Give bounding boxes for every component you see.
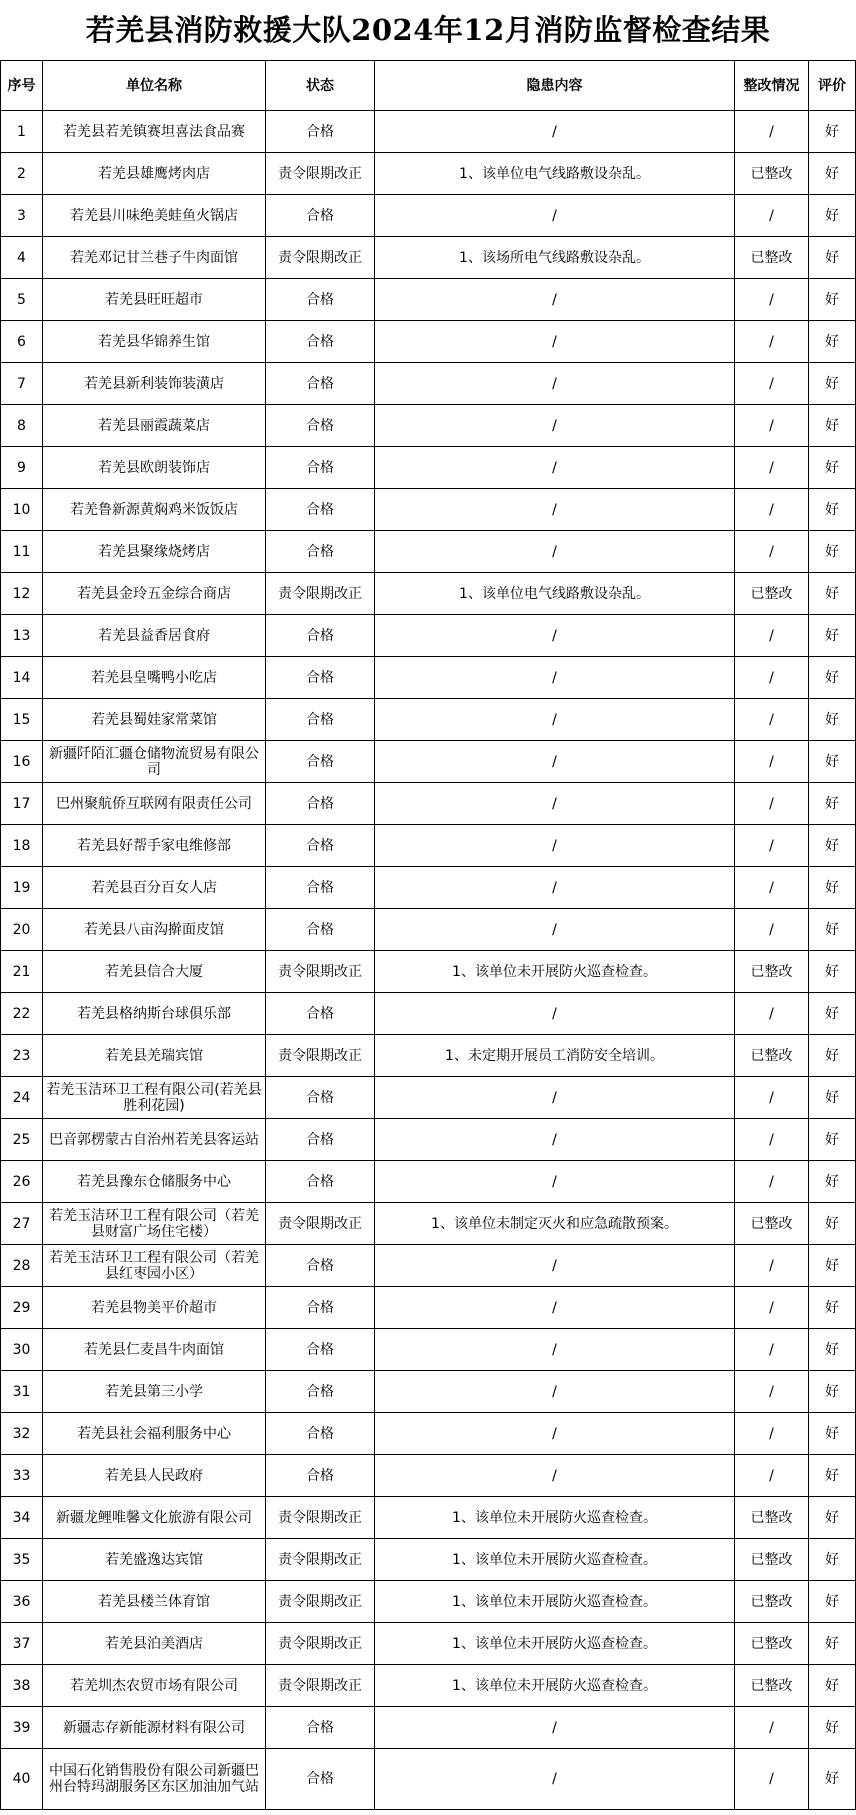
cell-hazard: / <box>375 531 735 573</box>
cell-num: 4 <box>1 237 43 279</box>
cell-hazard: / <box>375 1455 735 1497</box>
cell-hazard: / <box>375 1371 735 1413</box>
table-row <box>1 489 856 531</box>
cell-num: 38 <box>1 1665 43 1707</box>
cell-eval: 好 <box>809 1497 856 1539</box>
cell-status: 合格 <box>266 447 375 489</box>
table-row <box>1 1077 856 1119</box>
cell-status: 合格 <box>266 1413 375 1455</box>
cell-status: 合格 <box>266 993 375 1035</box>
cell-fix: / <box>735 1413 809 1455</box>
cell-name: 若羌县益香居食府 <box>43 615 266 657</box>
cell-num: 36 <box>1 1581 43 1623</box>
inspection-results-table <box>0 60 856 1810</box>
cell-name: 若羌邓记甘兰巷子牛肉面馆 <box>43 237 266 279</box>
cell-status: 合格 <box>266 825 375 867</box>
cell-eval: 好 <box>809 741 856 783</box>
cell-hazard: 1、该单位未开展防火巡查检查。 <box>375 1497 735 1539</box>
cell-fix: / <box>735 825 809 867</box>
table-row <box>1 321 856 363</box>
cell-hazard: / <box>375 993 735 1035</box>
table-header-row <box>1 61 856 111</box>
cell-status: 合格 <box>266 783 375 825</box>
cell-fix: / <box>735 489 809 531</box>
cell-name: 若羌县欧朗装饰店 <box>43 447 266 489</box>
cell-num: 27 <box>1 1203 43 1245</box>
cell-status: 合格 <box>266 195 375 237</box>
cell-status: 合格 <box>266 279 375 321</box>
cell-num: 2 <box>1 153 43 195</box>
cell-eval: 好 <box>809 1455 856 1497</box>
cell-status: 合格 <box>266 1161 375 1203</box>
cell-name: 若羌鲁新源黄焖鸡米饭饭店 <box>43 489 266 531</box>
cell-fix: / <box>735 1329 809 1371</box>
table-row <box>1 867 856 909</box>
cell-hazard: / <box>375 1119 735 1161</box>
cell-status: 合格 <box>266 615 375 657</box>
cell-name: 若羌县人民政府 <box>43 1455 266 1497</box>
cell-eval: 好 <box>809 237 856 279</box>
cell-eval: 好 <box>809 615 856 657</box>
cell-num: 32 <box>1 1413 43 1455</box>
cell-num: 25 <box>1 1119 43 1161</box>
cell-name: 若羌盛逸达宾馆 <box>43 1539 266 1581</box>
cell-fix: 已整改 <box>735 1623 809 1665</box>
cell-num: 28 <box>1 1245 43 1287</box>
cell-name: 若羌县金玲五金综合商店 <box>43 573 266 615</box>
cell-eval: 好 <box>809 1161 856 1203</box>
table-row <box>1 993 856 1035</box>
cell-eval: 好 <box>809 1581 856 1623</box>
cell-eval: 好 <box>809 1077 856 1119</box>
cell-hazard: 1、该单位未开展防火巡查检查。 <box>375 1539 735 1581</box>
header-eval: 评价 <box>809 61 856 111</box>
cell-eval: 好 <box>809 1287 856 1329</box>
cell-status: 合格 <box>266 1371 375 1413</box>
cell-name: 若羌县物美平价超市 <box>43 1287 266 1329</box>
cell-name: 若羌玉洁环卫工程有限公司（若羌县财富广场住宅楼） <box>43 1203 266 1245</box>
table-row <box>1 1371 856 1413</box>
cell-status: 责令限期改正 <box>266 1665 375 1707</box>
cell-status: 责令限期改正 <box>266 951 375 993</box>
cell-eval: 好 <box>809 489 856 531</box>
cell-status: 合格 <box>266 1119 375 1161</box>
cell-num: 11 <box>1 531 43 573</box>
cell-eval: 好 <box>809 1035 856 1077</box>
cell-name: 若羌县聚缘烧烤店 <box>43 531 266 573</box>
table-row <box>1 363 856 405</box>
cell-hazard: / <box>375 1749 735 1810</box>
cell-eval: 好 <box>809 1413 856 1455</box>
table-row <box>1 783 856 825</box>
table-row <box>1 1329 856 1371</box>
cell-fix: / <box>735 363 809 405</box>
table-row <box>1 405 856 447</box>
cell-eval: 好 <box>809 1539 856 1581</box>
cell-hazard: 1、该场所电气线路敷设杂乱。 <box>375 237 735 279</box>
cell-num: 3 <box>1 195 43 237</box>
header-num: 序号 <box>1 61 43 111</box>
cell-name: 若羌县第三小学 <box>43 1371 266 1413</box>
table-row <box>1 1203 856 1245</box>
table-row <box>1 1287 856 1329</box>
cell-status: 责令限期改正 <box>266 1035 375 1077</box>
cell-fix: 已整改 <box>735 573 809 615</box>
cell-num: 33 <box>1 1455 43 1497</box>
cell-status: 合格 <box>266 741 375 783</box>
header-hazard: 隐患内容 <box>375 61 735 111</box>
header-fix: 整改情况 <box>735 61 809 111</box>
cell-status: 合格 <box>266 531 375 573</box>
table-row <box>1 531 856 573</box>
cell-eval: 好 <box>809 1203 856 1245</box>
cell-fix: / <box>735 1707 809 1749</box>
cell-num: 26 <box>1 1161 43 1203</box>
cell-fix: / <box>735 1161 809 1203</box>
cell-fix: / <box>735 699 809 741</box>
cell-name: 巴音郭楞蒙古自治州若羌县客运站 <box>43 1119 266 1161</box>
cell-status: 合格 <box>266 1287 375 1329</box>
cell-hazard: / <box>375 657 735 699</box>
cell-num: 5 <box>1 279 43 321</box>
cell-eval: 好 <box>809 1707 856 1749</box>
cell-eval: 好 <box>809 1749 856 1810</box>
cell-fix: / <box>735 279 809 321</box>
cell-fix: 已整改 <box>735 237 809 279</box>
cell-name: 若羌县仁麦昌牛肉面馆 <box>43 1329 266 1371</box>
cell-num: 6 <box>1 321 43 363</box>
cell-name: 若羌县华锦养生馆 <box>43 321 266 363</box>
cell-num: 37 <box>1 1623 43 1665</box>
cell-eval: 好 <box>809 909 856 951</box>
table-row <box>1 237 856 279</box>
cell-status: 责令限期改正 <box>266 573 375 615</box>
cell-num: 22 <box>1 993 43 1035</box>
table-row <box>1 111 856 153</box>
cell-eval: 好 <box>809 699 856 741</box>
cell-num: 15 <box>1 699 43 741</box>
header-name: 单位名称 <box>43 61 266 111</box>
cell-eval: 好 <box>809 1371 856 1413</box>
cell-status: 合格 <box>266 1077 375 1119</box>
cell-hazard: / <box>375 279 735 321</box>
cell-eval: 好 <box>809 363 856 405</box>
cell-num: 40 <box>1 1749 43 1810</box>
cell-name: 若羌县信合大厦 <box>43 951 266 993</box>
header-status: 状态 <box>266 61 375 111</box>
cell-status: 责令限期改正 <box>266 153 375 195</box>
cell-hazard: / <box>375 1077 735 1119</box>
cell-hazard: / <box>375 1707 735 1749</box>
cell-status: 责令限期改正 <box>266 1581 375 1623</box>
cell-hazard: 1、该单位未开展防火巡查检查。 <box>375 1623 735 1665</box>
cell-status: 合格 <box>266 489 375 531</box>
cell-hazard: / <box>375 489 735 531</box>
cell-fix: / <box>735 657 809 699</box>
cell-fix: / <box>735 1077 809 1119</box>
cell-eval: 好 <box>809 1329 856 1371</box>
cell-fix: 已整改 <box>735 1581 809 1623</box>
cell-eval: 好 <box>809 111 856 153</box>
cell-name: 若羌县社会福利服务中心 <box>43 1413 266 1455</box>
page-title: 若羌县消防救援大队2024年12月消防监督检查结果 <box>85 13 771 47</box>
table-row <box>1 1665 856 1707</box>
cell-num: 18 <box>1 825 43 867</box>
cell-fix: / <box>735 741 809 783</box>
cell-hazard: / <box>375 615 735 657</box>
table-row <box>1 1119 856 1161</box>
cell-status: 合格 <box>266 699 375 741</box>
cell-status: 责令限期改正 <box>266 1623 375 1665</box>
cell-fix: 已整改 <box>735 1665 809 1707</box>
cell-eval: 好 <box>809 951 856 993</box>
table-row <box>1 1497 856 1539</box>
cell-status: 合格 <box>266 909 375 951</box>
cell-eval: 好 <box>809 195 856 237</box>
cell-name: 若羌县川味绝美蛙鱼火锅店 <box>43 195 266 237</box>
cell-status: 责令限期改正 <box>266 237 375 279</box>
cell-num: 17 <box>1 783 43 825</box>
cell-fix: / <box>735 531 809 573</box>
cell-eval: 好 <box>809 279 856 321</box>
cell-name: 若羌县八亩沟擀面皮馆 <box>43 909 266 951</box>
cell-status: 合格 <box>266 1749 375 1810</box>
cell-num: 21 <box>1 951 43 993</box>
cell-status: 合格 <box>266 405 375 447</box>
cell-hazard: / <box>375 447 735 489</box>
table-row <box>1 615 856 657</box>
cell-status: 合格 <box>266 1245 375 1287</box>
table-row <box>1 1413 856 1455</box>
cell-name: 中国石化销售股份有限公司新疆巴州台特玛湖服务区东区加油加气站 <box>43 1749 266 1810</box>
table-row <box>1 1245 856 1287</box>
table-row <box>1 573 856 615</box>
cell-fix: / <box>735 1287 809 1329</box>
cell-num: 35 <box>1 1539 43 1581</box>
table-row <box>1 1581 856 1623</box>
cell-name: 若羌县好帮手家电维修部 <box>43 825 266 867</box>
cell-name: 若羌县格纳斯台球俱乐部 <box>43 993 266 1035</box>
cell-name: 若羌县若羌镇赛坦喜法食品赛 <box>43 111 266 153</box>
cell-hazard: / <box>375 321 735 363</box>
cell-eval: 好 <box>809 531 856 573</box>
cell-fix: / <box>735 1455 809 1497</box>
table-body <box>1 111 856 1810</box>
cell-num: 14 <box>1 657 43 699</box>
cell-fix: / <box>735 111 809 153</box>
table-row <box>1 909 856 951</box>
cell-hazard: / <box>375 825 735 867</box>
table-row <box>1 447 856 489</box>
cell-name: 巴州聚航侨互联网有限责任公司 <box>43 783 266 825</box>
table-row <box>1 657 856 699</box>
cell-hazard: 1、该单位未开展防火巡查检查。 <box>375 951 735 993</box>
cell-status: 责令限期改正 <box>266 1203 375 1245</box>
table-row <box>1 951 856 993</box>
cell-name: 若羌县皇嘴鸭小吃店 <box>43 657 266 699</box>
cell-num: 10 <box>1 489 43 531</box>
table-row <box>1 1035 856 1077</box>
cell-num: 34 <box>1 1497 43 1539</box>
cell-hazard: 1、该单位未制定灭火和应急疏散预案。 <box>375 1203 735 1245</box>
cell-name: 若羌县旺旺超市 <box>43 279 266 321</box>
cell-eval: 好 <box>809 825 856 867</box>
table-row <box>1 741 856 783</box>
cell-hazard: 1、该单位未开展防火巡查检查。 <box>375 1581 735 1623</box>
cell-num: 7 <box>1 363 43 405</box>
cell-name: 新疆志存新能源材料有限公司 <box>43 1707 266 1749</box>
cell-num: 39 <box>1 1707 43 1749</box>
cell-eval: 好 <box>809 573 856 615</box>
cell-num: 24 <box>1 1077 43 1119</box>
table-row <box>1 825 856 867</box>
cell-eval: 好 <box>809 321 856 363</box>
cell-status: 合格 <box>266 111 375 153</box>
cell-num: 8 <box>1 405 43 447</box>
cell-hazard: / <box>375 363 735 405</box>
cell-status: 合格 <box>266 1329 375 1371</box>
cell-status: 合格 <box>266 657 375 699</box>
cell-fix: / <box>735 993 809 1035</box>
cell-eval: 好 <box>809 1665 856 1707</box>
cell-eval: 好 <box>809 783 856 825</box>
table-row <box>1 1539 856 1581</box>
cell-fix: / <box>735 1371 809 1413</box>
cell-hazard: / <box>375 1413 735 1455</box>
cell-status: 合格 <box>266 1707 375 1749</box>
cell-fix: / <box>735 1245 809 1287</box>
cell-name: 若羌玉洁环卫工程有限公司(若羌县胜利花园) <box>43 1077 266 1119</box>
cell-name: 若羌县丽霞蔬菜店 <box>43 405 266 447</box>
cell-fix: 已整改 <box>735 153 809 195</box>
table-row <box>1 153 856 195</box>
cell-eval: 好 <box>809 867 856 909</box>
cell-fix: 已整改 <box>735 1539 809 1581</box>
cell-hazard: / <box>375 741 735 783</box>
cell-name: 若羌玉洁环卫工程有限公司（若羌县红枣园小区） <box>43 1245 266 1287</box>
cell-status: 责令限期改正 <box>266 1539 375 1581</box>
cell-fix: / <box>735 447 809 489</box>
cell-hazard: / <box>375 405 735 447</box>
cell-name: 新疆龙鲤唯馨文化旅游有限公司 <box>43 1497 266 1539</box>
cell-fix: / <box>735 1749 809 1810</box>
cell-eval: 好 <box>809 1119 856 1161</box>
cell-name: 若羌县豫东仓储服务中心 <box>43 1161 266 1203</box>
cell-hazard: / <box>375 783 735 825</box>
cell-eval: 好 <box>809 1623 856 1665</box>
cell-num: 16 <box>1 741 43 783</box>
cell-hazard: / <box>375 195 735 237</box>
cell-num: 31 <box>1 1371 43 1413</box>
cell-fix: 已整改 <box>735 1203 809 1245</box>
cell-fix: / <box>735 783 809 825</box>
cell-name: 若羌县新利装饰装潢店 <box>43 363 266 405</box>
cell-fix: / <box>735 909 809 951</box>
cell-hazard: / <box>375 699 735 741</box>
table-row <box>1 699 856 741</box>
cell-eval: 好 <box>809 993 856 1035</box>
table-row <box>1 1623 856 1665</box>
cell-name: 若羌县雄鹰烤肉店 <box>43 153 266 195</box>
cell-name: 若羌圳杰农贸市场有限公司 <box>43 1665 266 1707</box>
cell-name: 若羌县百分百女人店 <box>43 867 266 909</box>
cell-fix: / <box>735 405 809 447</box>
cell-num: 29 <box>1 1287 43 1329</box>
cell-num: 20 <box>1 909 43 951</box>
cell-num: 23 <box>1 1035 43 1077</box>
cell-eval: 好 <box>809 657 856 699</box>
cell-eval: 好 <box>809 447 856 489</box>
cell-status: 责令限期改正 <box>266 1497 375 1539</box>
cell-hazard: / <box>375 1245 735 1287</box>
cell-hazard: 1、未定期开展员工消防安全培训。 <box>375 1035 735 1077</box>
cell-fix: / <box>735 615 809 657</box>
table-row <box>1 1707 856 1749</box>
cell-hazard: / <box>375 867 735 909</box>
table-row <box>1 279 856 321</box>
cell-name: 新疆阡陌汇疆仓储物流贸易有限公司 <box>43 741 266 783</box>
cell-name: 若羌县泊美酒店 <box>43 1623 266 1665</box>
cell-fix: 已整改 <box>735 1497 809 1539</box>
cell-hazard: / <box>375 1161 735 1203</box>
cell-fix: 已整改 <box>735 951 809 993</box>
table-row <box>1 1161 856 1203</box>
cell-hazard: / <box>375 1329 735 1371</box>
cell-hazard: 1、该单位电气线路敷设杂乱。 <box>375 573 735 615</box>
cell-fix: / <box>735 195 809 237</box>
cell-status: 合格 <box>266 321 375 363</box>
cell-hazard: / <box>375 909 735 951</box>
cell-fix: 已整改 <box>735 1035 809 1077</box>
cell-fix: / <box>735 321 809 363</box>
cell-hazard: 1、该单位电气线路敷设杂乱。 <box>375 153 735 195</box>
cell-status: 合格 <box>266 1455 375 1497</box>
cell-eval: 好 <box>809 153 856 195</box>
cell-num: 30 <box>1 1329 43 1371</box>
cell-fix: / <box>735 867 809 909</box>
cell-num: 13 <box>1 615 43 657</box>
table-row <box>1 195 856 237</box>
cell-status: 合格 <box>266 363 375 405</box>
cell-status: 合格 <box>266 867 375 909</box>
cell-num: 1 <box>1 111 43 153</box>
table-row <box>1 1455 856 1497</box>
cell-name: 若羌县蜀娃家常菜馆 <box>43 699 266 741</box>
cell-num: 19 <box>1 867 43 909</box>
cell-name: 若羌县羌瑞宾馆 <box>43 1035 266 1077</box>
table-row <box>1 1749 856 1810</box>
cell-hazard: 1、该单位未开展防火巡查检查。 <box>375 1665 735 1707</box>
cell-num: 9 <box>1 447 43 489</box>
cell-hazard: / <box>375 111 735 153</box>
cell-hazard: / <box>375 1287 735 1329</box>
cell-eval: 好 <box>809 1245 856 1287</box>
cell-num: 12 <box>1 573 43 615</box>
cell-fix: / <box>735 1119 809 1161</box>
cell-name: 若羌县楼兰体育馆 <box>43 1581 266 1623</box>
cell-eval: 好 <box>809 405 856 447</box>
